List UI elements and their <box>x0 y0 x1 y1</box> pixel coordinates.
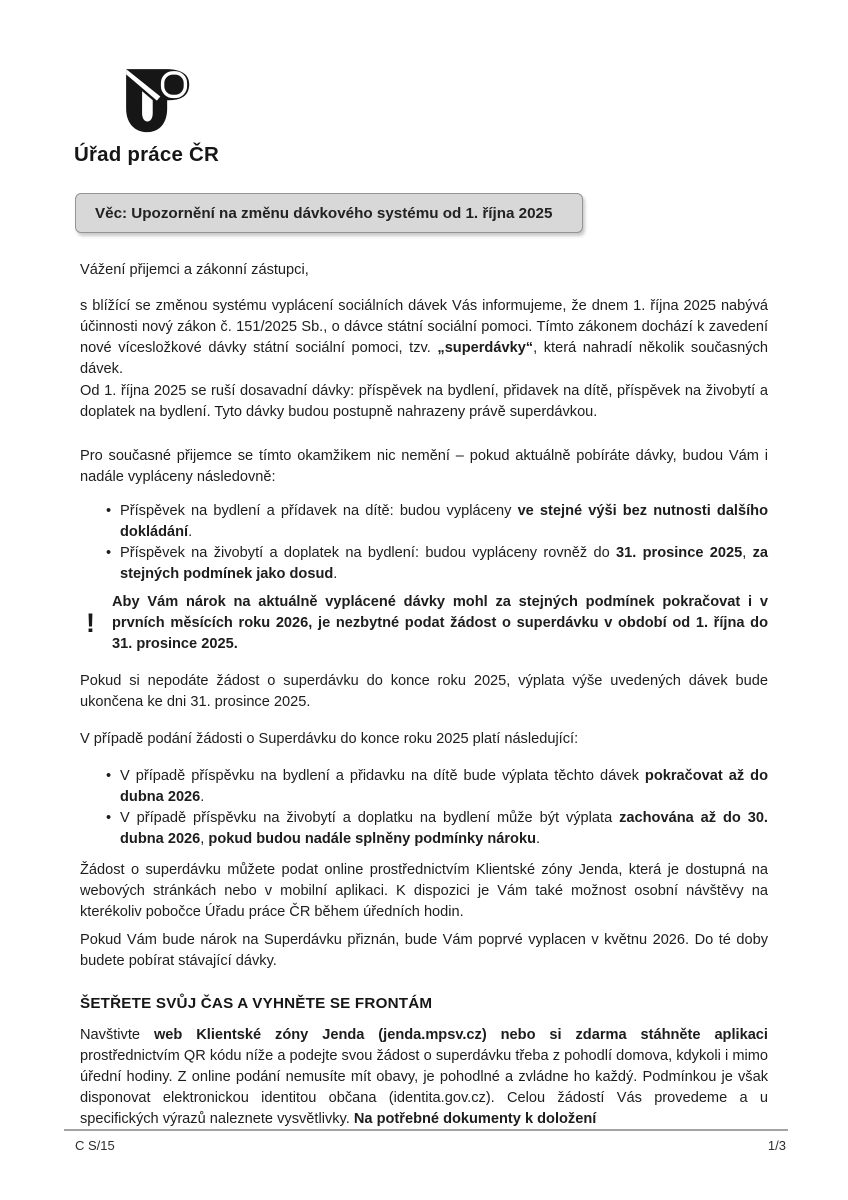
subject-box <box>75 193 583 233</box>
text-run: , <box>742 545 753 561</box>
text-run: V případě podání žádosti o Superdávku do konce roku 2025 platí následující: <box>80 731 579 747</box>
document-code: C S/15 <box>75 1138 115 1153</box>
list-item-text <box>120 545 768 582</box>
paragraph-how-to-apply <box>80 860 768 923</box>
bullet-icon: • <box>106 545 112 561</box>
text-run: „superdávky“ <box>437 340 534 356</box>
text-run: Pro současné přijemce se tímto okamžikem nic nemění – pokud aktuálně pobíráte dávky, budou Vám i nadále vypláceny následovně: <box>80 448 768 485</box>
text-run: pokud budou nadále splněny podmínky nároku <box>208 831 536 847</box>
text-run: ve stejné výši bez nutnosti dalšího dokládání <box>120 503 768 540</box>
page-footer <box>64 1129 788 1153</box>
paragraph-first-payment <box>80 930 768 972</box>
page-number: 1/3 <box>767 1138 786 1153</box>
text-run: . <box>188 524 193 540</box>
text-run: Pokud Vám bude nárok na Superdávku přiznán, bude Vám poprvé vyplacen v květnu 2026. Do té doby budete pobírat stávající dávky. <box>80 932 768 969</box>
list-item <box>80 766 768 808</box>
exclamation-icon: ! <box>86 608 95 638</box>
benefits-continuation-list <box>80 501 768 585</box>
paragraph-law-change <box>80 296 768 380</box>
text-run: zachována až do 30. dubna 2026 <box>120 810 768 847</box>
text-run: s blížící se změnou systému vyplácení sociálních dávek Vás informujeme, že dnem 1. října 2025 nabývá účinnosti nový zákon č. 151/2025 Sb., o dávce státní sociální pomoci. Tímto zákonem dochází k zavedení nové vícesložkové dávky státní sociální pomoci, tzv. <box>80 298 768 356</box>
text-run: . <box>333 566 338 582</box>
text-run: Aby Vám nárok na aktuálně vyplácené dávky mohl za stejných podmínek pokračovat i v prvních měsících roku 2026, je nezbytné podat žádost o superdávku v období od 1. října do 31. prosince 2025. <box>112 594 768 652</box>
paragraph-application-intro <box>80 729 768 750</box>
text-run: V případě příspěvku na živobytí a doplatku na bydlení může být výplata <box>120 810 620 826</box>
paragraph-cancelled-benefits <box>80 381 768 423</box>
paragraph-deadline-warning <box>80 671 768 713</box>
list-item <box>80 808 768 850</box>
list-item-text <box>120 810 768 847</box>
text-run: web Klientské zóny Jenda (jenda.mpsv.cz) nebo si zdarma stáhněte aplikaci <box>153 1027 768 1043</box>
bullet-icon: • <box>106 503 112 519</box>
text-run: prostřednictvím QR kódu níže a podejte svou žádost o superdávku třeba z pohodlí domova, kdykoli i mimo úřední hodiny. Z online podání nemusíte mít obavy, je pohodlné a zvládne ho každý. Podmínkou je však disponovat elektronickou identitou občana (identita.gov.cz). Celou žádostí Vás provedeme a u specifických výrazů naleznete vysvětlivky. <box>80 1048 768 1127</box>
list-item <box>80 543 768 585</box>
bullet-icon: • <box>106 810 112 826</box>
bullet-icon: • <box>106 768 112 784</box>
list-item <box>80 501 768 543</box>
list-item-text <box>120 503 768 540</box>
section-heading: ŠETŘETE SVŮJ ČAS A VYHNĚTE SE FRONTÁM <box>80 995 433 1012</box>
list-item-text <box>120 768 768 805</box>
text-run: Pokud si nepodáte žádost o superdávku do konce roku 2025, výplata výše uvedených dávek bude ukončena ke dni 31. prosince 2025. <box>80 673 768 710</box>
text-run: Žádost o superdávku můžete podat online prostřednictvím Klientské zóny Jenda, která je dostupná na webových stránkách nebo v mobilní aplikaci. K dispozici je Vám také možnost osobní návštěvy na kterékoliv pobočce Úřadu práce ČR během úředních hodin. <box>80 862 768 920</box>
text-run: 31. prosince 2025 <box>616 545 743 561</box>
brand-name: Úřad práce ČR <box>74 143 220 166</box>
letter-body <box>80 260 768 1130</box>
text-run: za stejných podmínek jako dosud <box>120 545 768 582</box>
text-run: . <box>535 831 541 847</box>
application-consequences-list <box>80 766 768 850</box>
paragraph-online-application <box>80 1025 768 1130</box>
text-run: Navštivte <box>80 1027 154 1043</box>
note-text <box>112 592 768 655</box>
text-run: Příspěvek na živobytí a doplatek na bydlení: budou vypláceny rovněž do <box>120 545 617 561</box>
text-run: . <box>200 789 205 805</box>
text-run: Na potřebné dokumenty k doložení <box>353 1111 597 1127</box>
text-run: V případě příspěvku na bydlení a přidavku na dítě bude výplata těchto dávek <box>120 768 645 784</box>
text-run: pokračovat až do dubna 2026 <box>120 768 768 805</box>
urad-prace-logo-icon <box>116 63 194 139</box>
text-run: , která nahradí několik současných dávek. <box>80 340 768 377</box>
paragraph-current-recipients <box>80 446 768 488</box>
text-run: Od 1. října 2025 se ruší dosavadní dávky: příspěvek na bydlení, přidavek na dítě, příspěvek na živobytí a doplatek na bydlení. Tyto dávky budou postupně nahrazeny právě superdávkou. <box>80 383 768 420</box>
salutation: Vážení přijemci a zákonní zástupci, <box>80 262 309 278</box>
text-run: Příspěvek na bydlení a přídavek na dítě: budou vypláceny <box>120 503 518 519</box>
subject-text: Věc: Upozornění na změnu dávkového systému od 1. října 2025 <box>95 204 553 222</box>
important-note <box>80 592 768 655</box>
text-run: , <box>200 831 209 847</box>
